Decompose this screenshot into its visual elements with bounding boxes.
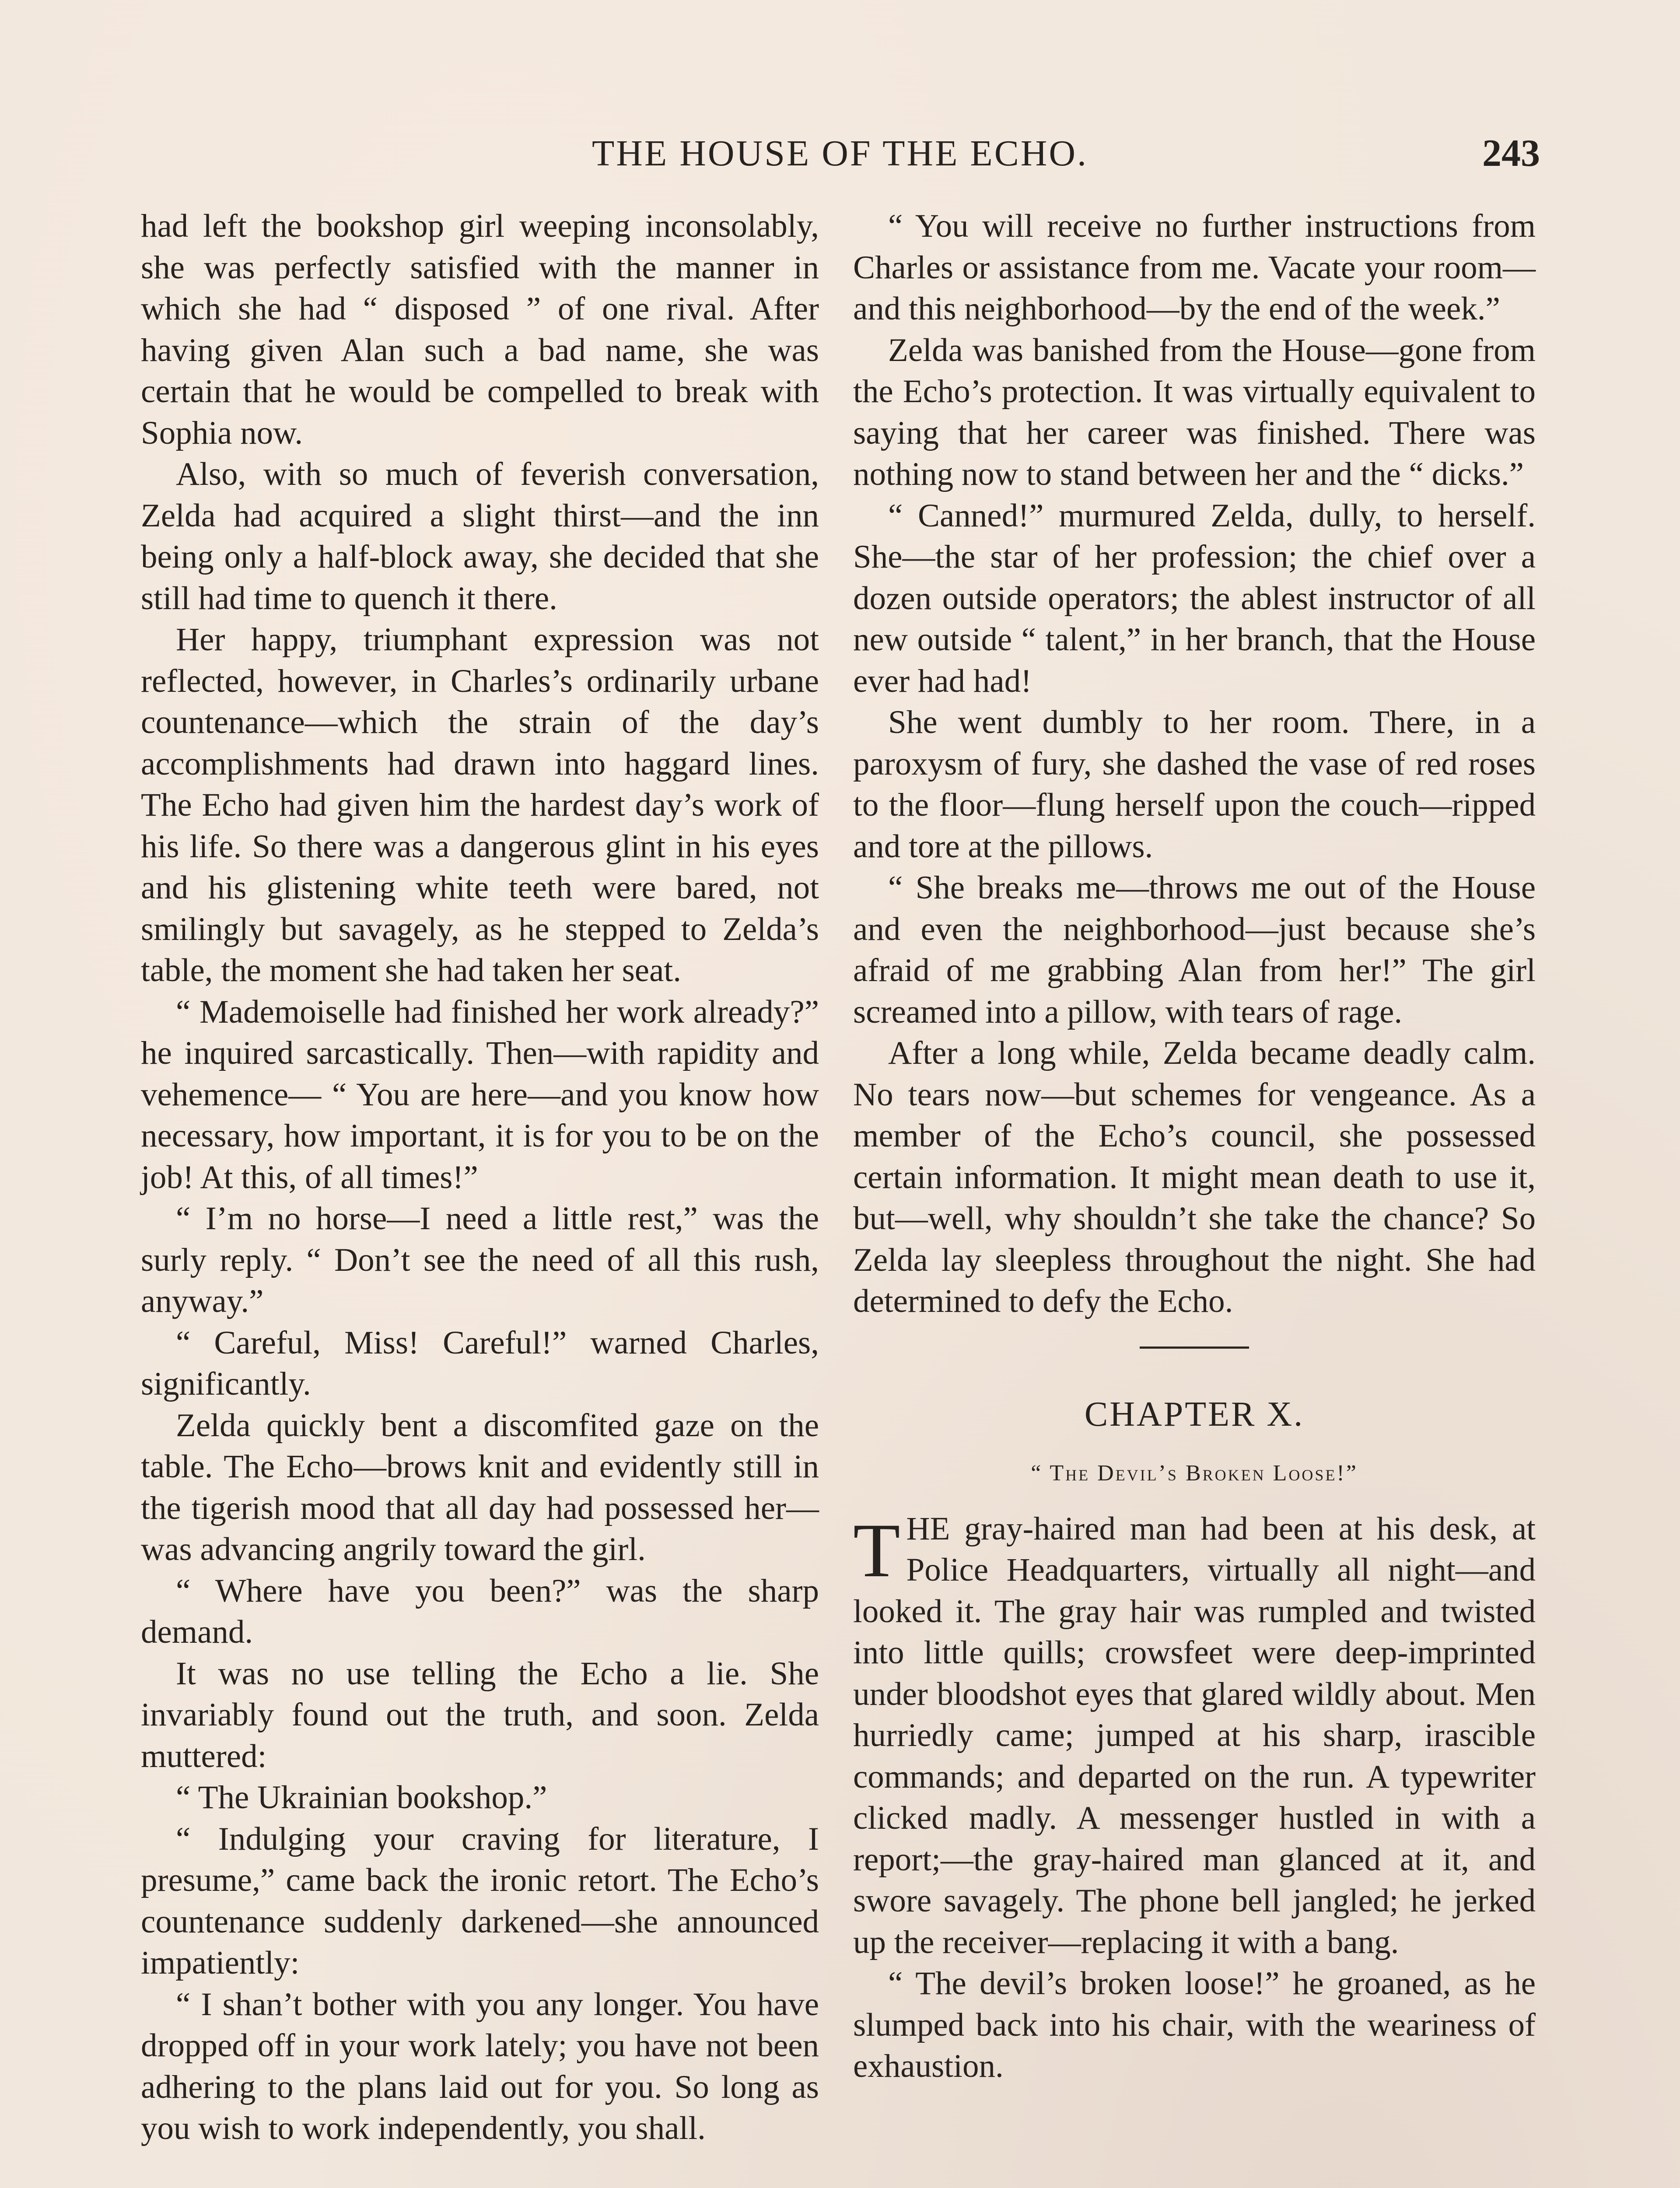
page-header [140,130,1540,178]
page-number: 243 [1482,132,1540,175]
running-title: THE HOUSE OF THE ECHO. [592,133,1088,174]
paragraph: “ Indulging your craving for literature, I presume,” came back the ironic retort. The Echo’s countenance suddenly darkened—she announced impatiently: [141,1820,819,1981]
paragraph: After a long while, Zelda became deadly calm. No tears now—but schemes for vengeance. As a member of the Echo’s council, she possessed certain information. It might mean death to use it, but—well, why shouldn’t she take the chance? So Zelda lay sleepless throughout the night. She had determined to defy the Echo. [853,1035,1536,1319]
paragraph: “ She breaks me—throws me out of the House and even the neighborhood—just because she’s afraid of me grabbing Alan from her!” The girl screamed into a pillow, with tears of rage. [853,870,1536,1030]
chapter-title: CHAPTER X. [1084,1395,1305,1434]
paragraph: Her happy, triumphant expression was not reflected, however, in Charles’s ordinarily urbane countenance—which the strain of the day’s accomplishments had drawn into haggard lines. The Echo had given him the hardest day’s work of his life. So there was a dangerous glint in his eyes and his glistening white teeth were bared, not smilingly but savagely, as he stepped to Zelda’s table, the moment she had taken her seat. [141,621,819,989]
paragraph: “ Where have you been?” was the sharp demand. [141,1572,819,1650]
paragraph: “ Canned!” murmured Zelda, dully, to herself. She—the star of her profession; the chief over a dozen outside operators; the ablest instructor of all new outside “ talent,” in her branch, that the House ever had had! [853,497,1536,699]
paragraph: “ I shan’t bother with you any longer. You have dropped off in your work lately; you have not been adhering to the plans laid out for you. So long as you wish to work independently, you shall. [141,1986,819,2146]
section-divider [1140,1346,1249,1349]
paragraph: “ You will receive no further instructions from Charles or assistance from me. Vacate your room—and this neighborhood—by the end of the week.” [853,208,1536,327]
paragraph: “ The Ukrainian bookshop.” [176,1779,547,1816]
paragraph: “ Mademoiselle had finished her work already?” he inquired sarcastically. Then—with rapidity and vehemence— “ You are here—and you know how necessary, how important, it is for you to be on the job! At this, of all times!” [141,993,819,1196]
opening-text: HE gray-haired man had been at his desk, at Police Headquarters, virtually all night—and looked it. The gray hair was rumpled and twisted into little quills; crowsfeet were deep-imprinted under bloodshot eyes that glared wildly about. Men hurriedly came; jumped at his sharp, irascible commands; and departed on the run. A typewriter clicked madly. A messenger hustled in with a report;—the gray-haired man glanced at it, and swore savagely. The phone bell jangled; he jerked up the receiver—replacing it with a bang. [853,1510,1536,1960]
left-column [141,206,819,2149]
paragraph: She went dumbly to her room. There, in a paroxysm of fury, she dashed the vase of red roses to the floor—flung herself upon the couch—ripped and tore at the pillows. [853,704,1536,865]
paragraph: Zelda quickly bent a discomfited gaze on the table. The Echo—brows knit and evidently still in the tigerish mood that all day had possessed her—was advancing angrily toward the girl. [141,1407,819,1567]
chapter-subtitle: “ The Devil’s Broken Loose!” [1031,1460,1358,1486]
paragraph: Zelda was banished from the House—gone from the Echo’s protection. It was virtually equivalent to saying that her career was finished. There was nothing now to stand between her and the “ dicks.” [853,332,1536,492]
paragraph: “ The devil’s broken loose!” he groaned, as he slumped back into his chair, with the weariness of exhaustion. [853,1965,1536,2084]
right-column [853,206,1536,2087]
paragraph: had left the bookshop girl weeping inconsolably, she was perfectly satisfied with the manner in which she had “ disposed ” of one rival. After having given Alan such a bad name, she was certain that he would be compelled to break with Sophia now. [141,208,819,451]
drop-cap: T [853,1508,900,1593]
paragraph: Also, with so much of feverish conversation, Zelda had acquired a slight thirst—and the inn being only a half-block away, she decided that she still had time to quench it there. [141,456,819,617]
paragraph: “ Careful, Miss! Careful!” warned Charles, significantly. [141,1324,819,1402]
chapter-opening-paragraph [853,1508,1536,1964]
paragraph: It was no use telling the Echo a lie. She invariably found out the truth, and soon. Zelda muttered: [141,1655,819,1774]
paragraph: “ I’m no horse—I need a little rest,” was the surly reply. “ Don’t see the need of all this rush, anyway.” [141,1200,819,1319]
